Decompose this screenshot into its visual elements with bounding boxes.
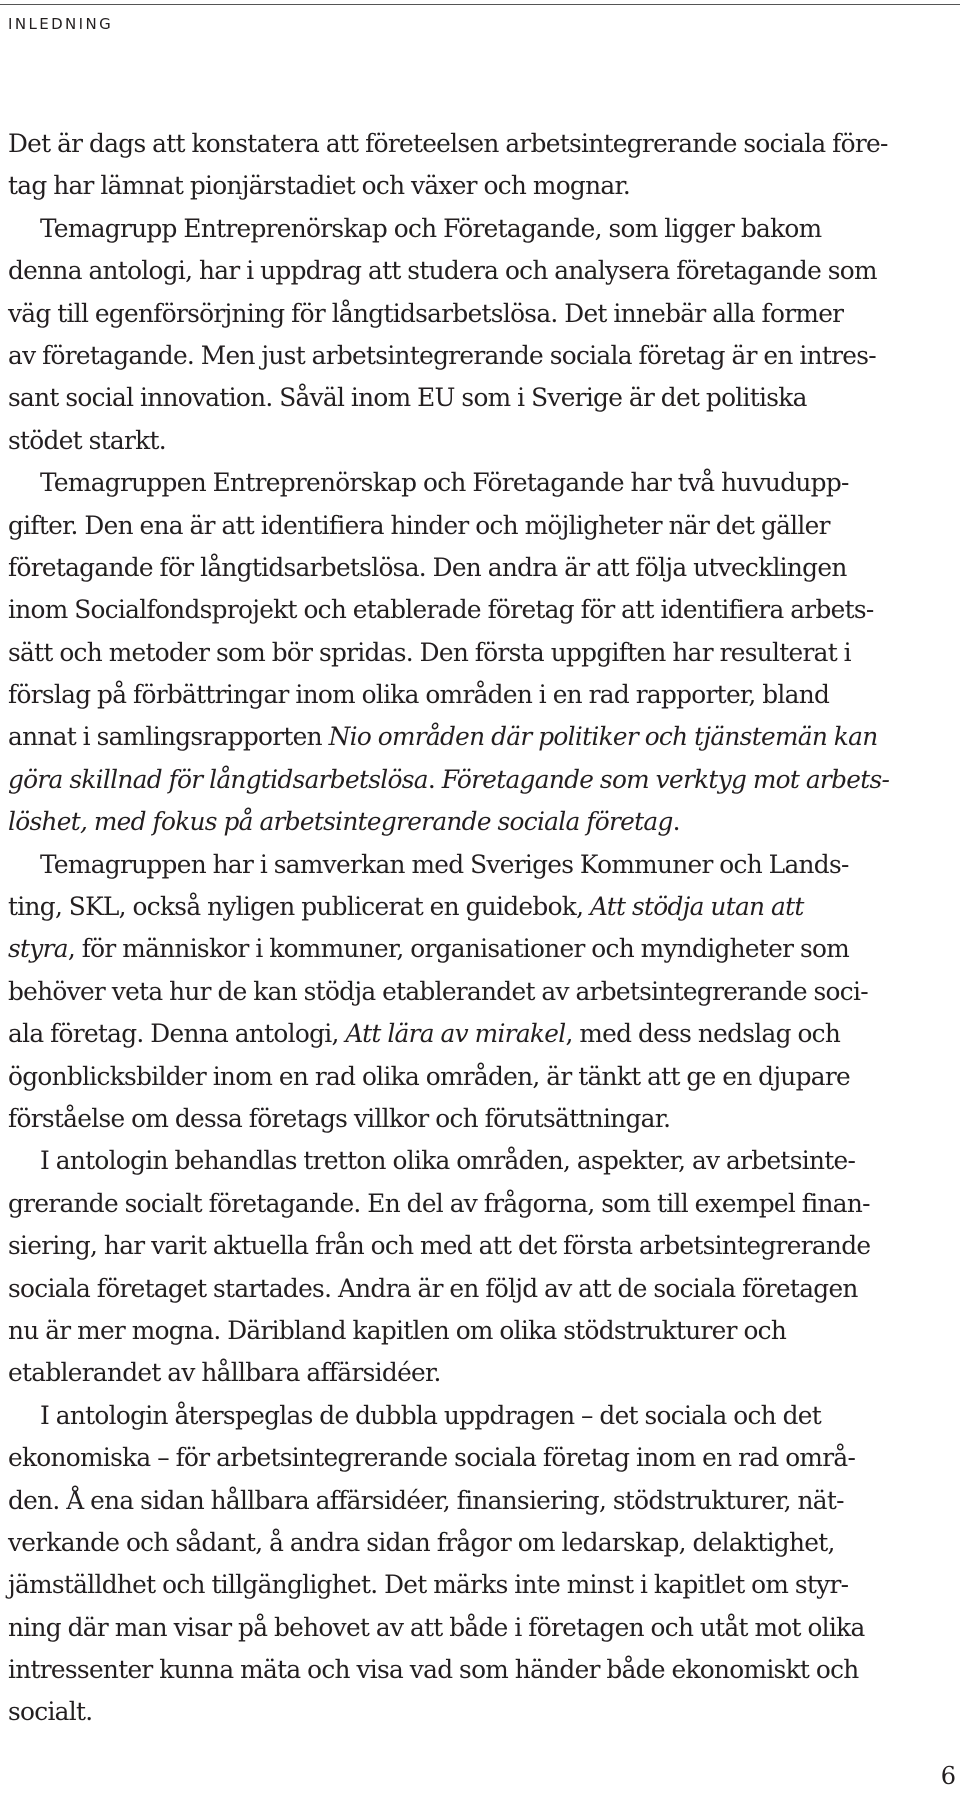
text-line [8, 123, 958, 165]
text-segment: av företagande. Men just arbetsintegrerande sociala företag är en intres- [8, 340, 876, 370]
text-segment: verkande och sådant, å andra sidan frågor om ledarskap, delaktighet, [8, 1527, 835, 1557]
text-line [8, 1183, 958, 1225]
text-line [8, 589, 958, 631]
text-segment: etablerandet av hållbara affärsidéer. [8, 1358, 441, 1388]
text-segment: inom Socialfondsprojekt och etablerade företag för att identifiera arbets- [8, 595, 874, 625]
text-line [8, 1225, 958, 1267]
text-segment: nu är mer mogna. Däribland kapitlen om olika stödstrukturer och [8, 1315, 787, 1345]
text-line [8, 1098, 958, 1140]
header-rule [0, 4, 960, 5]
text-line [8, 1268, 958, 1310]
text-line [8, 1522, 958, 1564]
text-segment: Det är dags att konstatera att företeelsen arbetsintegrerande sociala före- [8, 129, 888, 158]
text-segment: ögonblicksbilder inom en rad olika områden, är tänkt att ge en djupare [8, 1061, 850, 1091]
text-segment: ekonomiska – för arbetsintegrerande sociala företag inom en rad områ- [8, 1443, 856, 1473]
text-line [8, 1437, 958, 1479]
text-line [8, 759, 958, 801]
text-segment: den. Å ena sidan hållbara affärsidéer, finansiering, stödstrukturer, nät- [8, 1485, 844, 1515]
text-segment: grerande socialt företagande. En del av frågorna, som till exempel finan- [8, 1188, 870, 1218]
text-segment: väg till egenförsörjning för långtidsarbetslösa. Det innebär alla former [8, 298, 844, 328]
text-line [8, 1564, 958, 1606]
text-line [8, 547, 958, 589]
text-line [8, 632, 958, 674]
italic-title-text: göra skillnad för långtidsarbetslösa [8, 764, 428, 794]
text-line [8, 886, 958, 928]
text-line [8, 1013, 958, 1055]
text-line [8, 420, 958, 462]
text-segment: Temagruppen Entreprenörskap och Företagande har två huvudupp- [40, 468, 849, 498]
text-segment: stödet starkt. [8, 425, 166, 455]
text-line [8, 165, 958, 207]
running-head: INLEDNING [8, 15, 114, 33]
text-line [8, 844, 958, 886]
text-segment: socialt. [8, 1697, 93, 1727]
text-line [8, 801, 958, 843]
page-number: 6 [940, 1762, 956, 1790]
text-line [8, 377, 958, 419]
text-line [8, 250, 958, 292]
text-line [8, 716, 958, 758]
text-line [8, 1607, 958, 1649]
text-segment: annat i samlingsrapporten [8, 722, 329, 752]
text-line [8, 1352, 958, 1394]
text-segment: Temagrupp Entreprenörskap och Företagande, som ligger bakom [40, 213, 822, 243]
italic-title-text: löshet, med fokus på arbetsintegrerande sociala företag [8, 807, 673, 837]
text-segment: I antologin behandlas tretton olika områden, aspekter, av arbetsinte- [40, 1146, 856, 1176]
text-segment: företagande för långtidsarbetslösa. Den andra är att följa utvecklingen [8, 552, 847, 582]
text-line [8, 928, 958, 970]
text-segment: sant social innovation. Såväl inom EU som i Sverige är det politiska [8, 383, 807, 413]
text-line [8, 462, 958, 504]
text-segment: sociala företaget startades. Andra är en följd av att de sociala företagen [8, 1273, 858, 1303]
text-segment: tag har lämnat pionjärstadiet och växer och mognar. [8, 171, 631, 201]
text-segment: förståelse om dessa företags villkor och förutsättningar. [8, 1103, 671, 1133]
text-segment: förslag på förbättringar inom olika områden i en rad rapporter, bland [8, 680, 830, 710]
text-line [8, 1395, 958, 1437]
text-line [8, 505, 958, 547]
text-line [8, 1140, 958, 1182]
text-segment: behöver veta hur de kan stödja etablerandet av arbetsintegrerande soci- [8, 976, 868, 1006]
text-segment: ning där man visar på behovet av att både i företagen och utåt mot olika [8, 1612, 865, 1642]
italic-title-text: Att stödja utan att [590, 892, 804, 922]
text-line [8, 293, 958, 335]
text-line [8, 1310, 958, 1352]
text-segment: jämställdhet och tillgänglighet. Det märks inte minst i kapitlet om styr- [8, 1570, 849, 1600]
text-segment: Temagruppen har i samverkan med Sveriges Kommuner och Lands- [40, 849, 849, 879]
text-segment: denna antologi, har i uppdrag att studera och analysera företagande som [8, 256, 877, 286]
text-line [8, 208, 958, 250]
text-line [8, 1056, 958, 1098]
text-line [8, 335, 958, 377]
text-line [8, 674, 958, 716]
italic-title-text: Att lära av mirakel [345, 1019, 566, 1049]
text-segment: , för människor i kommuner, organisationer och myndigheter som [67, 934, 850, 964]
body-text [8, 123, 958, 1734]
italic-title-text: styra [8, 934, 68, 964]
text-segment: ala företag. Denna antologi, [8, 1019, 346, 1049]
text-line [8, 1691, 958, 1733]
text-segment: siering, har varit aktuella från och med att det första arbetsintegrerande [8, 1231, 871, 1261]
text-segment: I antologin återspeglas de dubbla uppdragen – det sociala och det [40, 1400, 822, 1430]
text-segment: intressenter kunna mäta och visa vad som händer både ekonomiskt och [8, 1655, 859, 1685]
text-segment: ting, SKL, också nyligen publicerat en guidebok, [8, 892, 590, 922]
text-line [8, 1480, 958, 1522]
text-segment: . [672, 807, 680, 837]
italic-title-text: Företagande som verktyg mot arbets- [441, 764, 890, 794]
text-segment: sätt och metoder som bör spridas. Den första uppgiften har resulterat i [8, 637, 851, 667]
text-line [8, 971, 958, 1013]
italic-title-text: Nio områden där politiker och tjänstemän kan [328, 722, 878, 752]
text-segment: gifter. Den ena är att identifiera hinder och möjligheter när det gäller [8, 510, 830, 540]
text-segment: , med dess nedslag och [565, 1019, 841, 1049]
text-line [8, 1649, 958, 1691]
text-segment: . [427, 764, 442, 794]
